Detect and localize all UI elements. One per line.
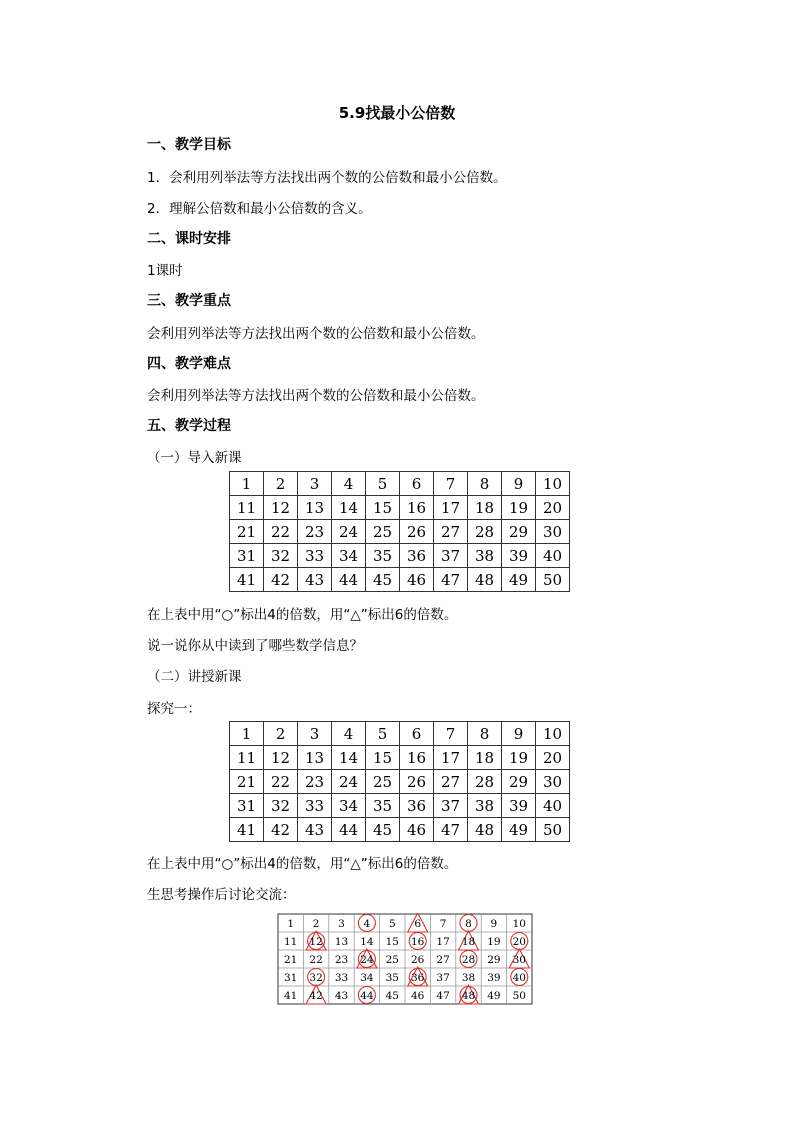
heading-schedule: 二、课时安排 bbox=[147, 231, 231, 247]
table-cell: 40 bbox=[536, 544, 570, 568]
marked-table-number: 32 bbox=[309, 972, 323, 984]
table-cell: 38 bbox=[468, 794, 502, 818]
table-cell: 38 bbox=[468, 544, 502, 568]
marked-table-number: 40 bbox=[512, 972, 526, 984]
part2-heading: （二）讲授新课 bbox=[147, 669, 242, 685]
part2-instruction: 在上表中用“○”标出4的倍数，用“△”标出6的倍数。 bbox=[147, 856, 458, 872]
key-points-text: 会利用列举法等方法找出两个数的公倍数和最小公倍数。 bbox=[147, 326, 485, 342]
marked-table-number: 9 bbox=[490, 918, 498, 930]
marked-table-number: 16 bbox=[411, 936, 425, 948]
table-cell: 21 bbox=[230, 520, 264, 544]
table-cell: 3 bbox=[298, 472, 332, 496]
marked-table-number: 20 bbox=[512, 936, 526, 948]
marked-table-number: 23 bbox=[334, 954, 349, 966]
table-row bbox=[230, 746, 570, 770]
table-cell: 49 bbox=[502, 818, 536, 842]
table-cell: 16 bbox=[400, 746, 434, 770]
difficulties-text: 会利用列举法等方法找出两个数的公倍数和最小公倍数。 bbox=[147, 388, 485, 404]
table-cell: 43 bbox=[298, 818, 332, 842]
marked-table-number: 38 bbox=[461, 972, 476, 984]
table-row bbox=[230, 472, 570, 496]
table-cell: 32 bbox=[264, 794, 298, 818]
table-cell: 37 bbox=[434, 544, 468, 568]
marked-table-number: 37 bbox=[436, 972, 450, 984]
table-cell: 12 bbox=[264, 746, 298, 770]
table-cell: 25 bbox=[366, 770, 400, 794]
table-cell: 24 bbox=[332, 520, 366, 544]
marked-table-number: 36 bbox=[411, 972, 425, 984]
table-cell: 31 bbox=[230, 794, 264, 818]
table-row bbox=[230, 544, 570, 568]
table-row bbox=[230, 818, 570, 842]
table-cell: 33 bbox=[298, 794, 332, 818]
part1-instruction: 在上表中用“○”标出4的倍数，用“△”标出6的倍数。 bbox=[147, 607, 458, 623]
marked-table-number: 46 bbox=[411, 990, 425, 1002]
marked-table-number: 14 bbox=[360, 936, 374, 948]
marked-table-number: 41 bbox=[284, 990, 298, 1002]
table-cell: 44 bbox=[332, 818, 366, 842]
marked-table-number: 30 bbox=[512, 954, 526, 966]
marked-table-number: 1 bbox=[287, 918, 295, 930]
table-cell: 18 bbox=[468, 496, 502, 520]
table-cell: 1 bbox=[230, 472, 264, 496]
marked-table-number: 49 bbox=[487, 990, 501, 1002]
table-cell: 42 bbox=[264, 818, 298, 842]
table-cell: 22 bbox=[264, 520, 298, 544]
table-cell: 41 bbox=[230, 818, 264, 842]
table-row bbox=[230, 520, 570, 544]
table-cell: 27 bbox=[434, 770, 468, 794]
heading-goals: 一、教学目标 bbox=[147, 137, 231, 153]
table-row bbox=[230, 496, 570, 520]
goal-item-1: 1．会利用列举法等方法找出两个数的公倍数和最小公倍数。 bbox=[147, 170, 507, 186]
table-cell: 9 bbox=[502, 722, 536, 746]
table-row bbox=[230, 568, 570, 592]
table-cell: 19 bbox=[502, 746, 536, 770]
goal-item-2: 2．理解公倍数和最小公倍数的含义。 bbox=[147, 201, 372, 217]
table-cell: 13 bbox=[298, 496, 332, 520]
marked-table-number: 27 bbox=[436, 954, 450, 966]
table-cell: 11 bbox=[230, 746, 264, 770]
number-table-1 bbox=[229, 471, 570, 592]
table-cell: 33 bbox=[298, 544, 332, 568]
table-cell: 5 bbox=[366, 722, 400, 746]
table-cell: 26 bbox=[400, 770, 434, 794]
table-cell: 8 bbox=[468, 472, 502, 496]
marked-table-number: 35 bbox=[385, 972, 399, 984]
table-cell: 39 bbox=[502, 794, 536, 818]
table-cell: 48 bbox=[468, 818, 502, 842]
marked-table-number: 21 bbox=[284, 954, 298, 966]
table-cell: 7 bbox=[434, 472, 468, 496]
marked-table-number: 26 bbox=[411, 954, 425, 966]
marked-table-number: 39 bbox=[487, 972, 501, 984]
table-cell: 2 bbox=[264, 722, 298, 746]
table-cell: 47 bbox=[434, 818, 468, 842]
table-cell: 34 bbox=[332, 544, 366, 568]
table-cell: 25 bbox=[366, 520, 400, 544]
table-cell: 27 bbox=[434, 520, 468, 544]
table-cell: 10 bbox=[536, 472, 570, 496]
table-cell: 13 bbox=[298, 746, 332, 770]
table-cell: 4 bbox=[332, 472, 366, 496]
discussion-label: 生思考操作后讨论交流： bbox=[147, 887, 296, 903]
table-cell: 43 bbox=[298, 568, 332, 592]
marked-table-number: 34 bbox=[360, 972, 374, 984]
marked-table-number: 10 bbox=[512, 918, 526, 930]
table-cell: 1 bbox=[230, 722, 264, 746]
table-cell: 30 bbox=[536, 520, 570, 544]
table-cell: 14 bbox=[332, 746, 366, 770]
table-cell: 23 bbox=[298, 520, 332, 544]
table-cell: 40 bbox=[536, 794, 570, 818]
marked-table-number: 6 bbox=[414, 918, 422, 930]
table-cell: 48 bbox=[468, 568, 502, 592]
table-cell: 21 bbox=[230, 770, 264, 794]
table-cell: 23 bbox=[298, 770, 332, 794]
marked-table-number: 44 bbox=[360, 990, 374, 1002]
table-row bbox=[230, 794, 570, 818]
marked-table-number: 5 bbox=[388, 918, 396, 930]
marked-table-number: 19 bbox=[487, 936, 501, 948]
table-cell: 37 bbox=[434, 794, 468, 818]
marked-table-number: 28 bbox=[461, 954, 476, 966]
page-title: 5.9找最小公倍数 bbox=[338, 104, 456, 122]
table-cell: 8 bbox=[468, 722, 502, 746]
table-cell: 32 bbox=[264, 544, 298, 568]
table-cell: 15 bbox=[366, 746, 400, 770]
table-row bbox=[230, 770, 570, 794]
part1-question: 说一说你从中读到了哪些数学信息？ bbox=[147, 638, 363, 654]
marked-table-number: 12 bbox=[309, 936, 323, 948]
table-cell: 50 bbox=[536, 818, 570, 842]
table-cell: 49 bbox=[502, 568, 536, 592]
table-cell: 42 bbox=[264, 568, 298, 592]
table-cell: 41 bbox=[230, 568, 264, 592]
table-cell: 16 bbox=[400, 496, 434, 520]
marked-table-number: 8 bbox=[465, 918, 472, 930]
table-cell: 22 bbox=[264, 770, 298, 794]
marked-table-number: 15 bbox=[385, 936, 399, 948]
schedule-text: 1课时 bbox=[147, 263, 183, 279]
marked-table-number: 22 bbox=[309, 954, 323, 966]
marked-table-number: 13 bbox=[334, 936, 349, 948]
table-cell: 7 bbox=[434, 722, 468, 746]
marked-table-number: 7 bbox=[439, 918, 447, 930]
table-cell: 26 bbox=[400, 520, 434, 544]
table-cell: 44 bbox=[332, 568, 366, 592]
table-cell: 10 bbox=[536, 722, 570, 746]
table-cell: 46 bbox=[400, 568, 434, 592]
marked-table-number: 48 bbox=[461, 990, 476, 1002]
table-cell: 36 bbox=[400, 544, 434, 568]
heading-process: 五、教学过程 bbox=[147, 418, 231, 434]
marked-table-number: 50 bbox=[512, 990, 526, 1002]
table-cell: 17 bbox=[434, 496, 468, 520]
table-cell: 50 bbox=[536, 568, 570, 592]
marked-table-number: 45 bbox=[385, 990, 399, 1002]
table-cell: 31 bbox=[230, 544, 264, 568]
number-table-2 bbox=[229, 721, 570, 842]
table-cell: 6 bbox=[400, 472, 434, 496]
table-cell: 19 bbox=[502, 496, 536, 520]
table-cell: 46 bbox=[400, 818, 434, 842]
table-cell: 20 bbox=[536, 746, 570, 770]
marked-table-number: 33 bbox=[334, 972, 349, 984]
marked-table-number: 4 bbox=[363, 918, 371, 930]
part1-heading: （一）导入新课 bbox=[147, 450, 242, 466]
marked-table-number: 47 bbox=[436, 990, 450, 1002]
marked-table-number: 17 bbox=[436, 936, 450, 948]
marked-table-number: 43 bbox=[334, 990, 349, 1002]
marked-table-number: 42 bbox=[309, 990, 323, 1002]
table-cell: 35 bbox=[366, 544, 400, 568]
marked-table-number: 31 bbox=[284, 972, 298, 984]
table-cell: 29 bbox=[502, 770, 536, 794]
marked-table-number: 18 bbox=[461, 936, 476, 948]
table-cell: 2 bbox=[264, 472, 298, 496]
table-cell: 35 bbox=[366, 794, 400, 818]
table-cell: 11 bbox=[230, 496, 264, 520]
table-cell: 12 bbox=[264, 496, 298, 520]
table-cell: 6 bbox=[400, 722, 434, 746]
heading-difficulties: 四、教学难点 bbox=[147, 356, 231, 372]
marked-table-number: 3 bbox=[338, 918, 345, 930]
table-cell: 47 bbox=[434, 568, 468, 592]
table-cell: 29 bbox=[502, 520, 536, 544]
table-cell: 14 bbox=[332, 496, 366, 520]
table-cell: 9 bbox=[502, 472, 536, 496]
marked-table-number: 11 bbox=[284, 936, 298, 948]
table-row bbox=[230, 722, 570, 746]
table-cell: 45 bbox=[366, 568, 400, 592]
table-cell: 17 bbox=[434, 746, 468, 770]
marked-number-table bbox=[277, 913, 533, 1005]
marked-table-number: 29 bbox=[487, 954, 501, 966]
marked-table-number: 25 bbox=[385, 954, 399, 966]
marked-table-number: 24 bbox=[360, 954, 374, 966]
table-cell: 28 bbox=[468, 770, 502, 794]
table-cell: 36 bbox=[400, 794, 434, 818]
table-cell: 4 bbox=[332, 722, 366, 746]
explore-label: 探究一： bbox=[147, 701, 201, 717]
table-cell: 24 bbox=[332, 770, 366, 794]
table-cell: 45 bbox=[366, 818, 400, 842]
table-cell: 5 bbox=[366, 472, 400, 496]
table-cell: 28 bbox=[468, 520, 502, 544]
table-cell: 30 bbox=[536, 770, 570, 794]
table-cell: 15 bbox=[366, 496, 400, 520]
table-cell: 34 bbox=[332, 794, 366, 818]
table-cell: 3 bbox=[298, 722, 332, 746]
table-cell: 20 bbox=[536, 496, 570, 520]
heading-key-points: 三、教学重点 bbox=[147, 293, 231, 309]
marked-table-number: 2 bbox=[312, 918, 320, 930]
table-cell: 18 bbox=[468, 746, 502, 770]
table-cell: 39 bbox=[502, 544, 536, 568]
